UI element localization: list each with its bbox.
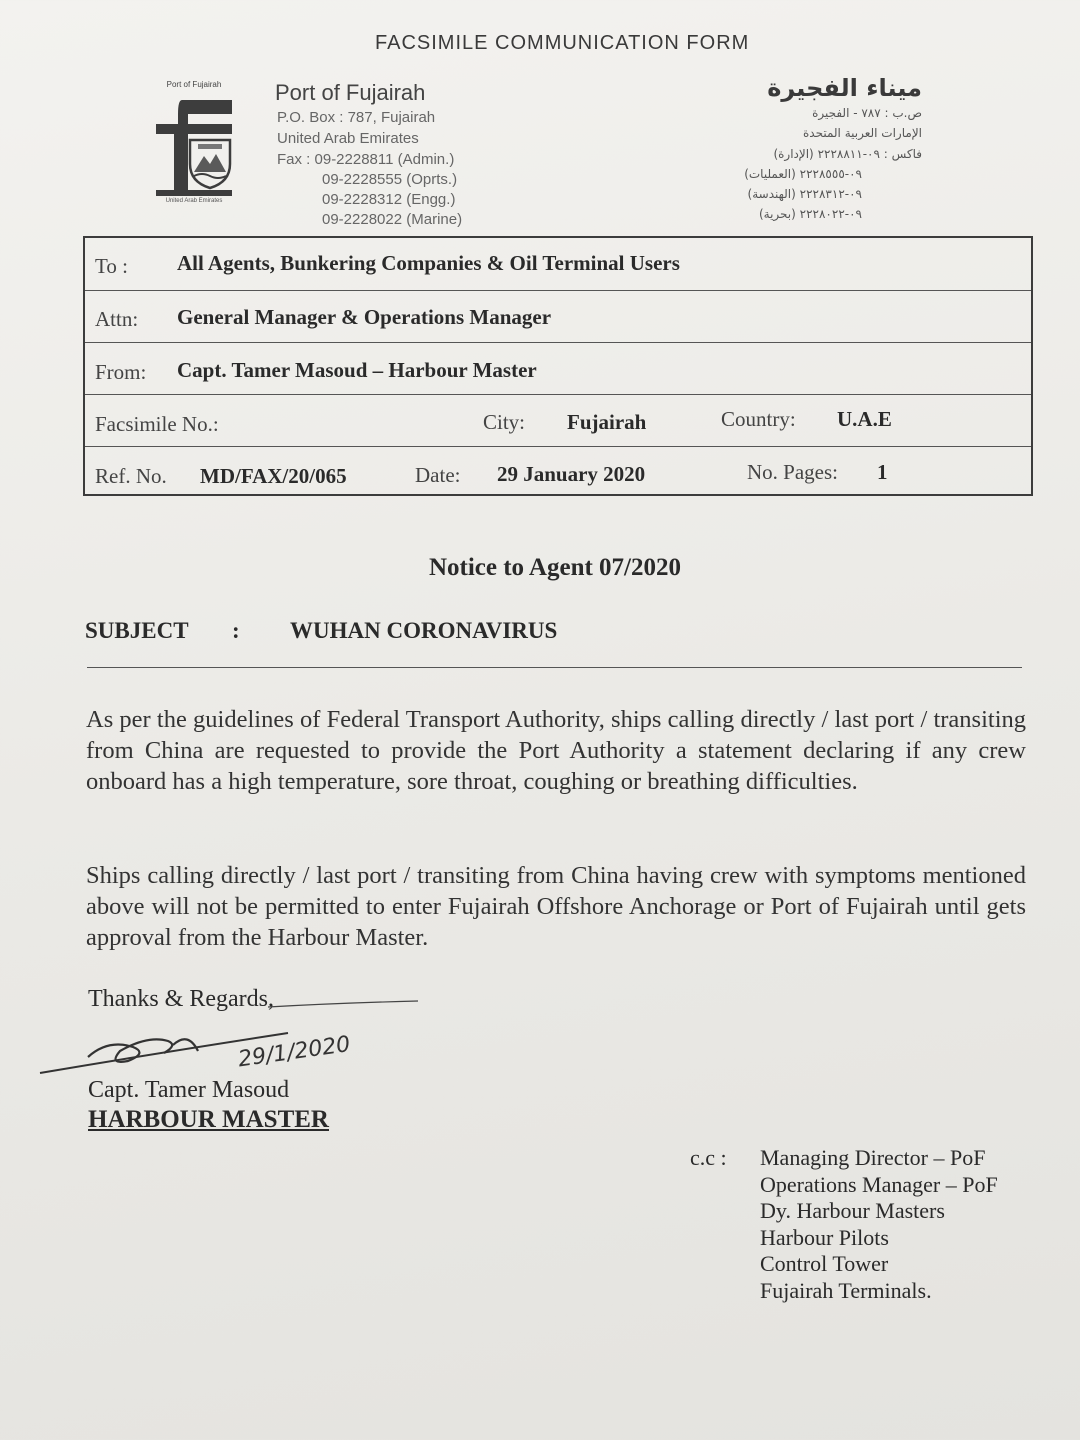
signer-name: Capt. Tamer Masoud [88,1077,290,1103]
subject-colon: : [232,618,240,643]
port-name: Port of Fujairah [275,80,426,105]
fax-marine: 09-2228022 (Marine) [322,211,463,228]
form-title: FACSIMILE COMMUNICATION FORM [375,32,750,54]
arabic-fax-engineering: ٠٩-٢٢٢٨٣١٢ (الهندسة) [747,187,862,201]
po-box: P.O. Box : 787, Fujairah [277,109,436,126]
cc-item: Control Tower [760,1251,889,1276]
facsimile-row [85,394,1031,447]
cc-item: Fujairah Terminals. [760,1277,932,1303]
subject-value: WUHAN CORONAVIRUS [290,618,558,643]
attn-value: General Manager & Operations Manager [177,305,552,329]
cc-label: c.c : [690,1145,727,1170]
subject-divider [87,667,1022,668]
attn-row [85,290,1031,343]
fax-engineering: 09-2228312 (Engg.) [322,191,456,208]
pages-label: No. Pages: [747,460,838,484]
arabic-po-box: ص.ب : ٧٨٧ - الفجيرة [812,106,922,120]
logo-caption-bottom: United Arab Emirates [165,198,223,204]
arabic-port-name: ميناء الفجيرة [767,74,922,102]
port-logo [148,80,240,210]
body-paragraph-1: As per the guidelines of Federal Transport Authority, ships calling directly / last port / transiting from China are requested to provide the Port Authority a statement declaring if any crew onboard has a high temperature, sore throat, coughing or breathing difficulties. [86,706,1026,795]
arabic-fax-operations: ٠٩-٢٢٢٨٥٥٥ (العمليات) [744,167,862,181]
date-label: Date: [415,463,461,487]
facsimile-label: Facsimile No.: [95,412,219,436]
country-value: U.A.E [837,407,892,431]
logo-caption-top: Port of Fujairah [166,80,222,89]
arabic-country: الإمارات العربية المتحدة [803,126,922,140]
handwritten-signature [38,995,428,1085]
ref-row [85,446,1031,498]
country-label: Country: [721,407,796,431]
body-paragraph-2: Ships calling directly / last port / transiting from China having crew with symptoms mentioned above will not be permitted to enter Fujairah Offshore Anchorage or Port of Fujairah until gets approval from the Harbour Master. [86,862,1026,951]
from-label: From: [95,360,147,384]
city-label: City: [483,410,526,434]
to-label: To : [95,254,128,278]
notice-title: Notice to Agent 07/2020 [428,554,682,581]
from-row [85,342,1031,395]
port-emblem-icon [152,94,236,198]
ref-label: Ref. No. [95,464,167,488]
date-value: 29 January 2020 [497,462,646,486]
port-country: United Arab Emirates [277,130,419,147]
fax-header-table [83,236,1033,496]
to-row [85,238,1031,291]
subject-label: SUBJECT [85,618,189,643]
from-value: Capt. Tamer Masoud – Harbour Master [177,358,537,382]
attn-label: Attn: [95,307,139,331]
arabic-fax-admin: فاكس : ٠٩-٢٢٢٨٨١١ (الإدارة) [773,147,922,161]
fax-operations: 09-2228555 (Oprts.) [322,171,458,188]
city-value: Fujairah [567,410,647,434]
cc-item: Dy. Harbour Masters [760,1198,945,1223]
fax-admin: Fax : 09-2228811 (Admin.) [277,151,455,168]
signer-title: HARBOUR MASTER [88,1106,329,1133]
to-value: All Agents, Bunkering Companies & Oil Terminal Users [177,251,680,275]
cc-item: Operations Manager – PoF [760,1171,998,1197]
cc-item: Managing Director – PoF [760,1145,986,1170]
signature-date: 29/1/2020 [236,1031,352,1073]
ref-value: MD/FAX/20/065 [200,464,347,488]
arabic-fax-marine: ٠٩-٢٢٢٨٠٢٢ (بحرية) [758,207,862,221]
cc-list [760,1145,998,1304]
pages-value: 1 [877,460,888,484]
cc-item: Harbour Pilots [760,1224,889,1250]
closing-text: Thanks & Regards, [88,986,274,1012]
